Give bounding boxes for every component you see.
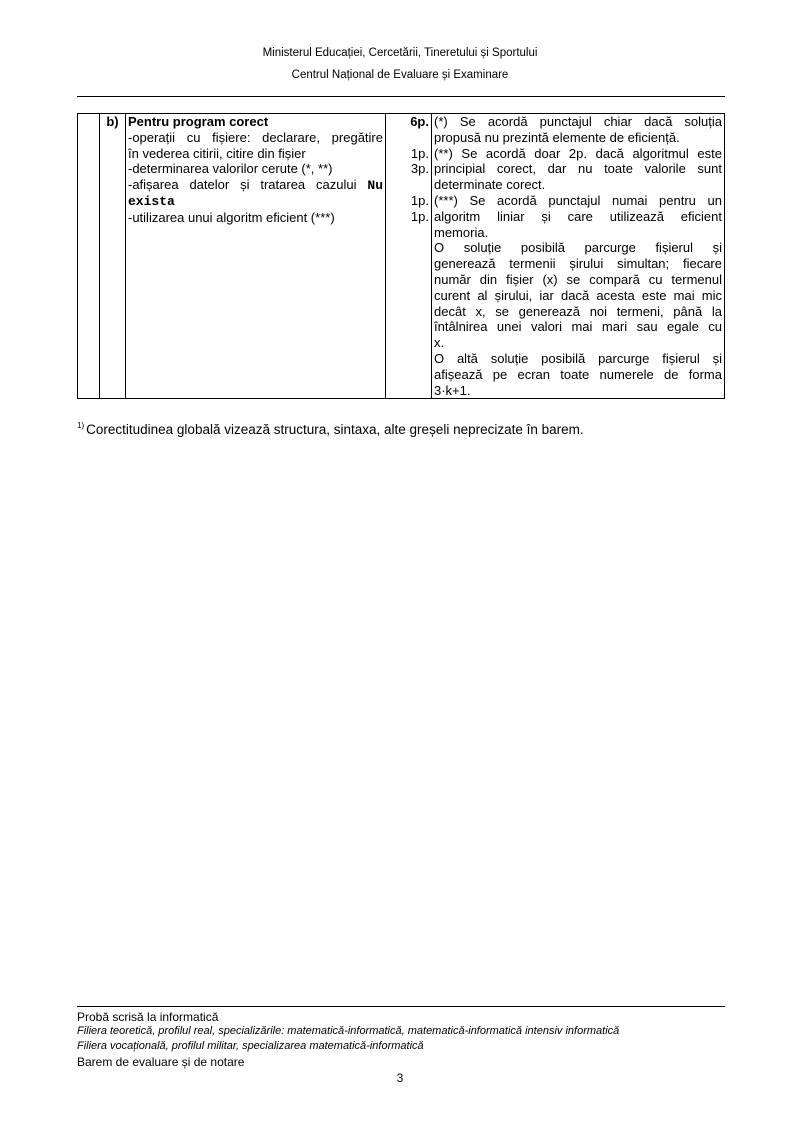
table-row bbox=[78, 114, 725, 399]
points-value: 1p. bbox=[410, 208, 429, 224]
criterion-line: -determinarea valorilor cerute (*, **) bbox=[128, 161, 333, 177]
points-value: 1p. bbox=[410, 145, 429, 161]
criterion-line: -utilizarea unui algoritm eficient (***) bbox=[128, 209, 335, 225]
points-value: 1p. bbox=[410, 192, 429, 208]
grading-table bbox=[77, 113, 725, 399]
note-line: propusă nu prezintă elemente de eficiență. bbox=[434, 129, 680, 145]
note-line: (***) Se acordă punctajul numai pentru un bbox=[434, 192, 722, 208]
footnote bbox=[77, 421, 584, 437]
item-label: b) bbox=[100, 114, 126, 399]
criterion-line bbox=[128, 177, 383, 194]
criteria-title: Pentru program corect bbox=[128, 114, 269, 129]
note-line: O altă soluție posibilă parcurge fișierul și bbox=[434, 350, 722, 366]
note-line: afișează pe ecran toate numerele de forma bbox=[434, 366, 722, 382]
note-line: 3·k+1. bbox=[434, 382, 471, 398]
header-divider bbox=[77, 96, 725, 97]
notes-cell bbox=[432, 114, 725, 399]
criterion-line: -operații cu fișiere: declarare, pregătire bbox=[128, 129, 383, 145]
note-line: număr din fișier (x) se compară cu termenul bbox=[434, 271, 722, 287]
empty-cell bbox=[78, 114, 100, 399]
note-line: algoritm liniar și care utilizează eficient bbox=[434, 208, 722, 224]
note-line: determinate corect. bbox=[434, 177, 546, 193]
note-line: principial corect, dar nu toate valorile sunt bbox=[434, 161, 722, 177]
code-nu: Nu bbox=[367, 178, 383, 194]
note-line: (**) Se acordă doar 2p. dacă algoritmul este bbox=[434, 145, 722, 161]
footnote-marker: 1) bbox=[77, 421, 85, 430]
points-value: 3p. bbox=[410, 161, 429, 177]
header-center: Centrul Național de Evaluare și Examinare bbox=[291, 69, 509, 81]
header-ministry: Ministerul Educației, Cercetării, Tineretului și Sportului bbox=[262, 47, 538, 59]
footer-exam: Probă scrisă la informatică bbox=[77, 1010, 219, 1024]
criteria-cell bbox=[126, 114, 386, 399]
note-line: întâlnirea unei valori mai mari sau egale cu bbox=[434, 319, 722, 335]
note-line: O soluție posibilă parcurge fișierul și bbox=[434, 240, 722, 256]
footer-track-vocational: Filiera vocațională, profilul militar, specializarea matematică-informatică bbox=[77, 1040, 424, 1052]
footnote-text: Corectitudinea globală vizează structura, sintaxa, alte greșeli neprecizate în barem. bbox=[86, 422, 584, 437]
note-line: decât x, se generează noi termeni, până la bbox=[434, 303, 722, 319]
footer-divider bbox=[77, 1006, 725, 1007]
points-total: 6p. bbox=[410, 114, 429, 129]
criterion-line: în vederea citirii, citire din fișier bbox=[128, 145, 306, 161]
footer-track-theoretical: Filiera teoretică, profilul real, specializările: matematică-informatică, matematică-informatică intensiv informatică bbox=[77, 1025, 620, 1037]
criterion-text: -afișarea datelor și tratarea cazului bbox=[128, 177, 357, 193]
note-line: x. bbox=[434, 335, 445, 351]
code-exista: exista bbox=[128, 193, 175, 209]
page-number: 3 bbox=[396, 1071, 404, 1085]
note-line: (*) Se acordă punctajul chiar dacă soluția bbox=[434, 114, 722, 129]
note-line: memoria. bbox=[434, 224, 489, 240]
points-cell bbox=[386, 114, 432, 399]
note-line: curent al șirului, iar dacă acesta este mai mic bbox=[434, 287, 722, 303]
footer-doc-type: Barem de evaluare și de notare bbox=[77, 1055, 245, 1069]
note-line: generează termenii șirului simultan; fiecare bbox=[434, 256, 722, 272]
